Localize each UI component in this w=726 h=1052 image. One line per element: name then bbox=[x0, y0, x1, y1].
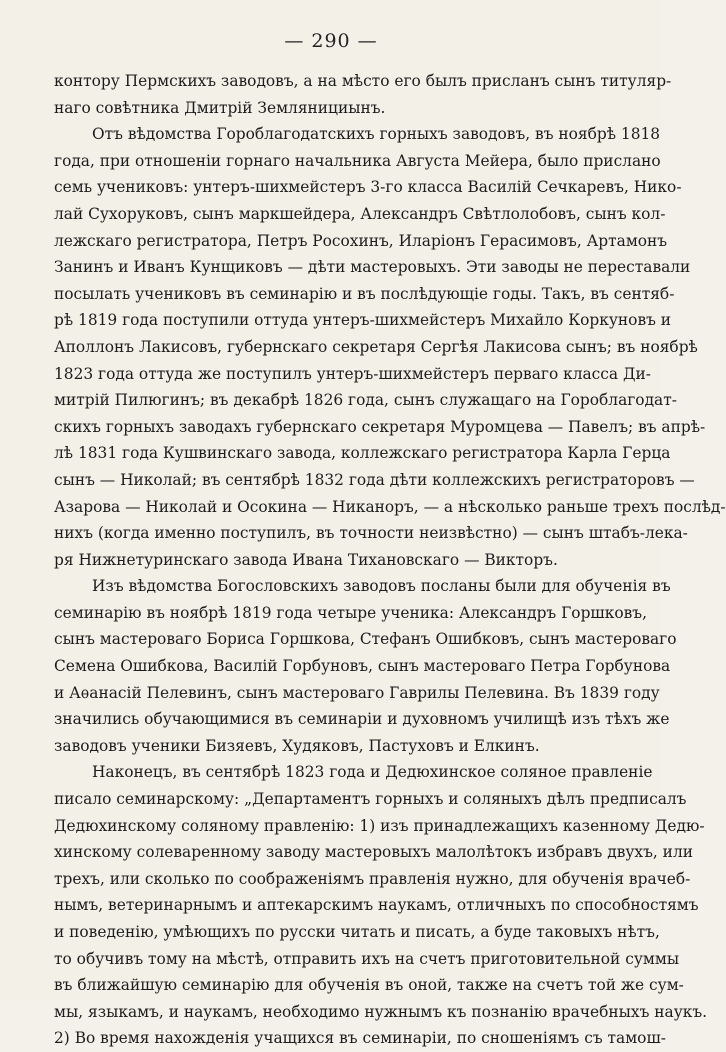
text-line: лежскаго регистратора, Петръ Росохинъ, Иларіонъ Герасимовъ, Артамонъ bbox=[54, 231, 668, 250]
paragraph bbox=[54, 759, 708, 1052]
text-line: заводовъ ученики Бизяевъ, Худяковъ, Пастуховъ и Елкинъ. bbox=[54, 736, 540, 755]
paragraph bbox=[54, 121, 726, 573]
text-line: въ ближайшую семинарію для обученія въ оной, также на счетъ той же сум- bbox=[54, 976, 684, 995]
text-line: Азарова — Николай и Осокина — Никаноръ, — а нѣсколько раньше трехъ послѣд- bbox=[54, 497, 726, 516]
text-line: сынъ — Николай; въ сентябрѣ 1832 года дѣти коллежскихъ регистраторовъ — bbox=[54, 470, 695, 489]
text-line: значились обучающимися въ семинаріи и духовномъ училищѣ изъ тѣхъ же bbox=[54, 710, 670, 729]
text-line: мы, языкамъ, и наукамъ, необходимо нужнымъ къ познанію врачебныхъ наукъ. bbox=[54, 1002, 708, 1021]
text-line: года, при отношеніи горнаго начальника Августа Мейера, было прислано bbox=[54, 151, 661, 170]
text-line: Семена Ошибкова, Василій Горбуновъ, сынъ мастероваго Петра Горбунова bbox=[54, 657, 671, 676]
text-line: то обучивъ тому на мѣстѣ, отправить ихъ на счетъ приготовительной суммы bbox=[54, 949, 680, 968]
text-line: 1823 года оттуда же поступилъ унтеръ-шихмейстеръ перваго класса Ди- bbox=[54, 364, 651, 383]
text-line: наго совѣтника Дмитрій Землянициынъ. bbox=[54, 98, 386, 117]
text-line: Дедюхинскому соляному правленію: 1) изъ принадлежащихъ казенному Дедю- bbox=[54, 816, 705, 835]
text-line: нихъ (когда именно поступилъ, въ точности неизвѣстно) — сынъ штабъ-лека- bbox=[54, 524, 688, 543]
text-line: Аполлонъ Лакисовъ, губернскаго секретаря Сергѣя Лакисова сынъ; въ ноябрѣ bbox=[54, 337, 698, 356]
text-line: рѣ 1819 года поступили оттуда унтеръ-шихмейстеръ Михайло Коркуновъ и bbox=[54, 311, 672, 330]
text-line: посылать учениковъ въ семинарію и въ послѣдующіе годы. Такъ, въ сентяб- bbox=[54, 284, 675, 303]
text-line: семь учениковъ: унтеръ-шихмейстеръ 3-го класса Василій Сечкаревъ, Нико- bbox=[54, 178, 682, 197]
text-line: и поведенію, умѣющихъ по русски читать и писать, а буде таковыхъ нѣтъ, bbox=[54, 923, 660, 941]
text-line: лай Сухоруковъ, сынъ маркшейдера, Александръ Свѣтлолобовъ, сынъ кол- bbox=[54, 204, 666, 223]
text-line: митрій Пилюгинъ; въ декабрѣ 1826 года, сынъ служащаго на Гороблагодат- bbox=[54, 391, 677, 410]
text-line: Занинъ и Иванъ Кунщиковъ — дѣти мастеровыхъ. Эти заводы не переставали bbox=[54, 258, 691, 277]
text-line: Отъ вѣдомства Гороблагодатскихъ горныхъ заводовъ, въ ноябрѣ 1818 bbox=[92, 125, 661, 144]
text-line: трехъ, или сколько по соображеніямъ правленія нужно, для обученія врачеб- bbox=[54, 869, 691, 888]
text-line: контору Пермскихъ заводовъ, а на мѣсто его былъ присланъ сынъ титуляр- bbox=[54, 72, 672, 90]
text-line: ря Нижнетуринскаго завода Ивана Тихановскаго — Викторъ. bbox=[54, 550, 558, 569]
text-line: нымъ, ветеринарнымъ и аптекарскимъ наукамъ, отличныхъ по способностямъ bbox=[54, 896, 699, 915]
page-number: — 290 — bbox=[284, 30, 378, 52]
text-line: сынъ мастероваго Бориса Горшкова, Стефанъ Ошибковъ, сынъ мастероваго bbox=[54, 630, 677, 649]
text-line: скихъ горныхъ заводахъ губернскаго секретаря Муромцева — Павелъ; въ апрѣ- bbox=[54, 417, 706, 436]
text-line: Наконецъ, въ сентябрѣ 1823 года и Дедюхинское соляное правленіе bbox=[92, 763, 653, 782]
text-line: и Аѳанасій Пелевинъ, сынъ мастероваго Гаврилы Пелевина. Въ 1839 году bbox=[54, 683, 660, 702]
body-text bbox=[54, 68, 726, 1052]
text-line: хинскому солеваренному заводу мастеровыхъ малолѣтокъ избравъ двухъ, или bbox=[54, 843, 693, 862]
text-line: лѣ 1831 года Кушвинскаго завода, коллежскаго регистратора Карла Герца bbox=[54, 444, 671, 463]
text-line: 2) Во время нахожденія учащихся въ семинаріи, по сношеніямъ съ тамош- bbox=[54, 1029, 666, 1048]
text-line: семинарію въ ноябрѣ 1819 года четыре ученика: Александръ Горшковъ, bbox=[54, 603, 647, 622]
paragraph bbox=[54, 68, 672, 121]
paragraph bbox=[54, 573, 677, 759]
text-line: писало семинарскому: „Департаментъ горныхъ и соляныхъ дѣлъ предписалъ bbox=[54, 790, 687, 809]
text-line: Изъ вѣдомства Богословскихъ заводовъ посланы были для обученія въ bbox=[92, 577, 671, 596]
